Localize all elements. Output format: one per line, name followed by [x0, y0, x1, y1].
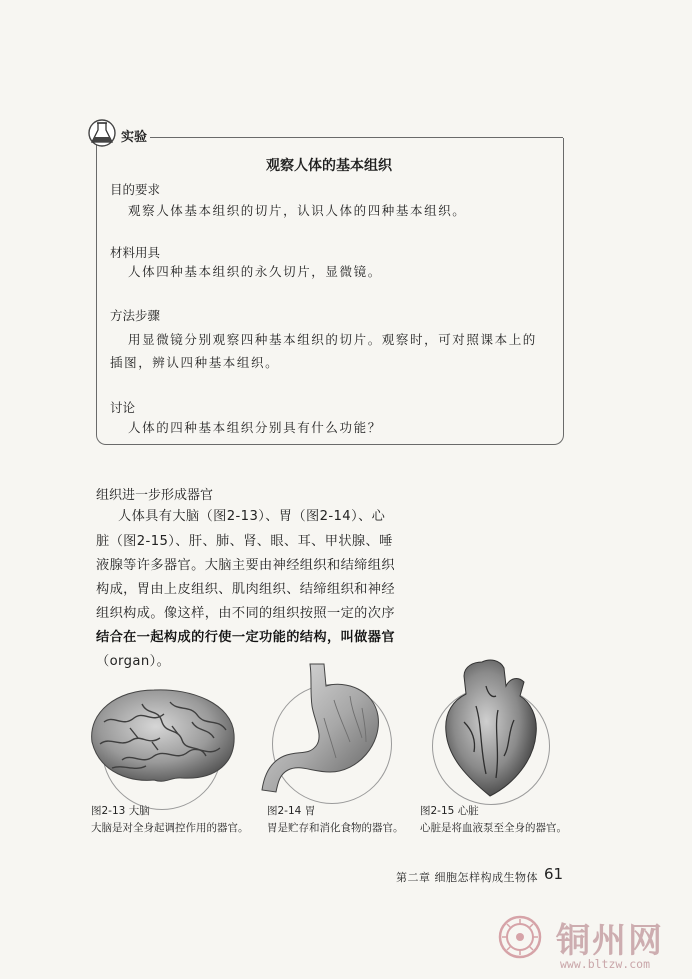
experiment-flask-icon	[86, 118, 118, 148]
definition-line: 结合在一起构成的行使一定功能的结构，叫做器官	[96, 630, 395, 645]
section-heading-materials: 材料用具	[110, 245, 161, 260]
section-text-discussion: 人体的四种基本组织分别具有什么功能？	[128, 420, 382, 435]
brain-illustration-icon	[82, 682, 240, 788]
paragraph-line: 脏（图2-15）、肝、肺、肾、眼、耳、甲状腺、唾	[96, 534, 393, 549]
experiment-title: 观察人体的基本组织	[266, 158, 392, 174]
section-text-method-line2: 插图，辨认四种基本组织。	[110, 355, 280, 370]
stomach-illustration-icon	[254, 660, 394, 800]
figure-caption-stomach	[267, 803, 315, 818]
paragraph-line: 组织构成。像这样，由不同的组织按照一定的次序	[96, 606, 395, 621]
experiment-label: 实验	[121, 130, 148, 145]
figure-name: 大脑	[128, 805, 150, 817]
experiment-box	[96, 138, 564, 445]
section-heading-purpose: 目的要求	[110, 182, 161, 197]
watermark-url: www.bltzw.com	[560, 957, 651, 971]
watermark-text: 铜州网	[556, 921, 664, 961]
page-number: 61	[544, 865, 564, 883]
figure-description-stomach: 胃是贮存和消化食物的器官。	[267, 822, 404, 834]
section-heading-organ: 组织进一步形成器官	[96, 488, 214, 503]
figure-name: 胃	[304, 805, 316, 817]
watermark-seal-icon	[498, 915, 542, 959]
section-text-method-line1: 用显微镜分别观察四种基本组织的切片。观察时，可对照课本上的	[128, 332, 537, 347]
section-text-purpose: 观察人体基本组织的切片，认识人体的四种基本组织。	[128, 203, 467, 218]
section-heading-discussion: 讨论	[110, 400, 136, 415]
figure-number: 图2-14	[267, 805, 302, 817]
running-footer-chapter: 第二章 细胞怎样构成生物体	[396, 871, 538, 884]
figure-name: 心脏	[457, 805, 479, 817]
figure-number: 图2-13	[91, 805, 126, 817]
figure-caption-heart	[420, 803, 479, 818]
section-heading-method: 方法步骤	[110, 308, 161, 323]
paragraph-line: 液腺等许多器官。大脑主要由神经组织和结缔组织	[96, 558, 395, 573]
paragraph-line: 人体具有大脑（图2-13）、胃（图2-14）、心	[118, 509, 386, 524]
figure-description-heart: 心脏是将血液泵至全身的器官。	[420, 822, 567, 834]
paragraph-line: 构成，胃由上皮组织、肌肉组织、结缔组织和神经	[96, 582, 395, 597]
definition-term: （organ）。	[96, 654, 171, 669]
heart-illustration-icon	[434, 656, 546, 806]
figure-number: 图2-15	[420, 805, 455, 817]
section-text-materials: 人体四种基本组织的永久切片，显微镜。	[128, 264, 382, 279]
figure-caption-brain	[91, 803, 150, 818]
figure-description-brain: 大脑是对全身起调控作用的器官。	[91, 822, 249, 834]
